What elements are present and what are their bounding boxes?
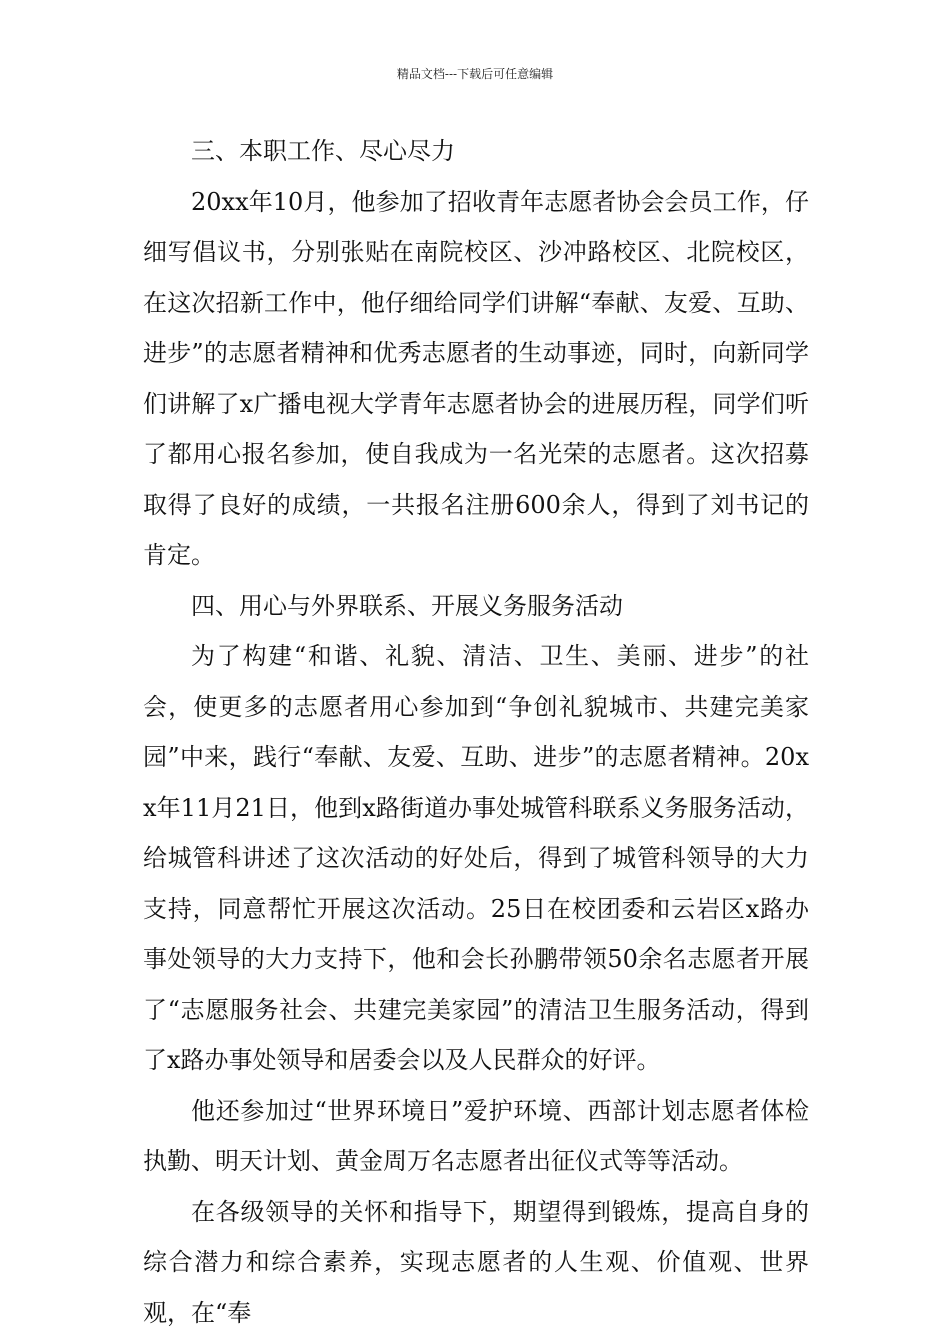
- closing-paragraph: 在各级领导的关怀和指导下，期望得到锻炼，提高自身的综合潜力和综合素养，实现志愿者的人生观、价值观、世界观，在“奉: [143, 1197, 809, 1327]
- section-4-heading: 四、用心与外界联系、开展义务服务活动: [191, 591, 623, 620]
- section-3-paragraph: 20xx年10月，他参加了招收青年志愿者协会会员工作，仔细写倡议书，分别张贴在南院校区、沙冲路校区、北院校区，在这次招新工作中，他仔细给同学们讲解“奉献、友爱、互助、进步”的志愿者精神和优秀志愿者的生动事迹，同时，向新同学们讲解了x广播电视大学青年志愿者协会的进展历程，同学们听了都用心报名参加，使自我成为一名光荣的志愿者。这次招募取得了良好的成绩，一共报名注册600余人，得到了刘书记的肯定。: [143, 187, 809, 569]
- document-body: [143, 126, 809, 1338]
- page-header: 精品文档---下载后可任意编辑: [396, 67, 554, 81]
- section-3-heading: 三、本职工作、尽心尽力: [191, 137, 455, 165]
- section-4-paragraph: 为了构建“和谐、礼貌、清洁、卫生、美丽、进步”的社会，使更多的志愿者用心参加到“争创礼貌城市、共建完美家园”中来，践行“奉献、友爱、互助、进步”的志愿者精神。20xx年11月21日，他到x路街道办事处城管科联系义务服务活动，给城管科讲述了这次活动的好处后，得到了城管科领导的大力支持，同意帮忙开展这次活动。25日在校团委和云岩区x路办事处领导的大力支持下，他和会长孙鹏带领50余名志愿者开展了“志愿服务社会、共建完美家园”的清洁卫生服务活动，得到了x路办事处领导和居委会以及人民群众的好评。: [143, 642, 809, 1074]
- activities-paragraph: 他还参加过“世界环境日”爱护环境、西部计划志愿者体检执勤、明天计划、黄金周万名志愿者出征仪式等等活动。: [143, 1096, 809, 1175]
